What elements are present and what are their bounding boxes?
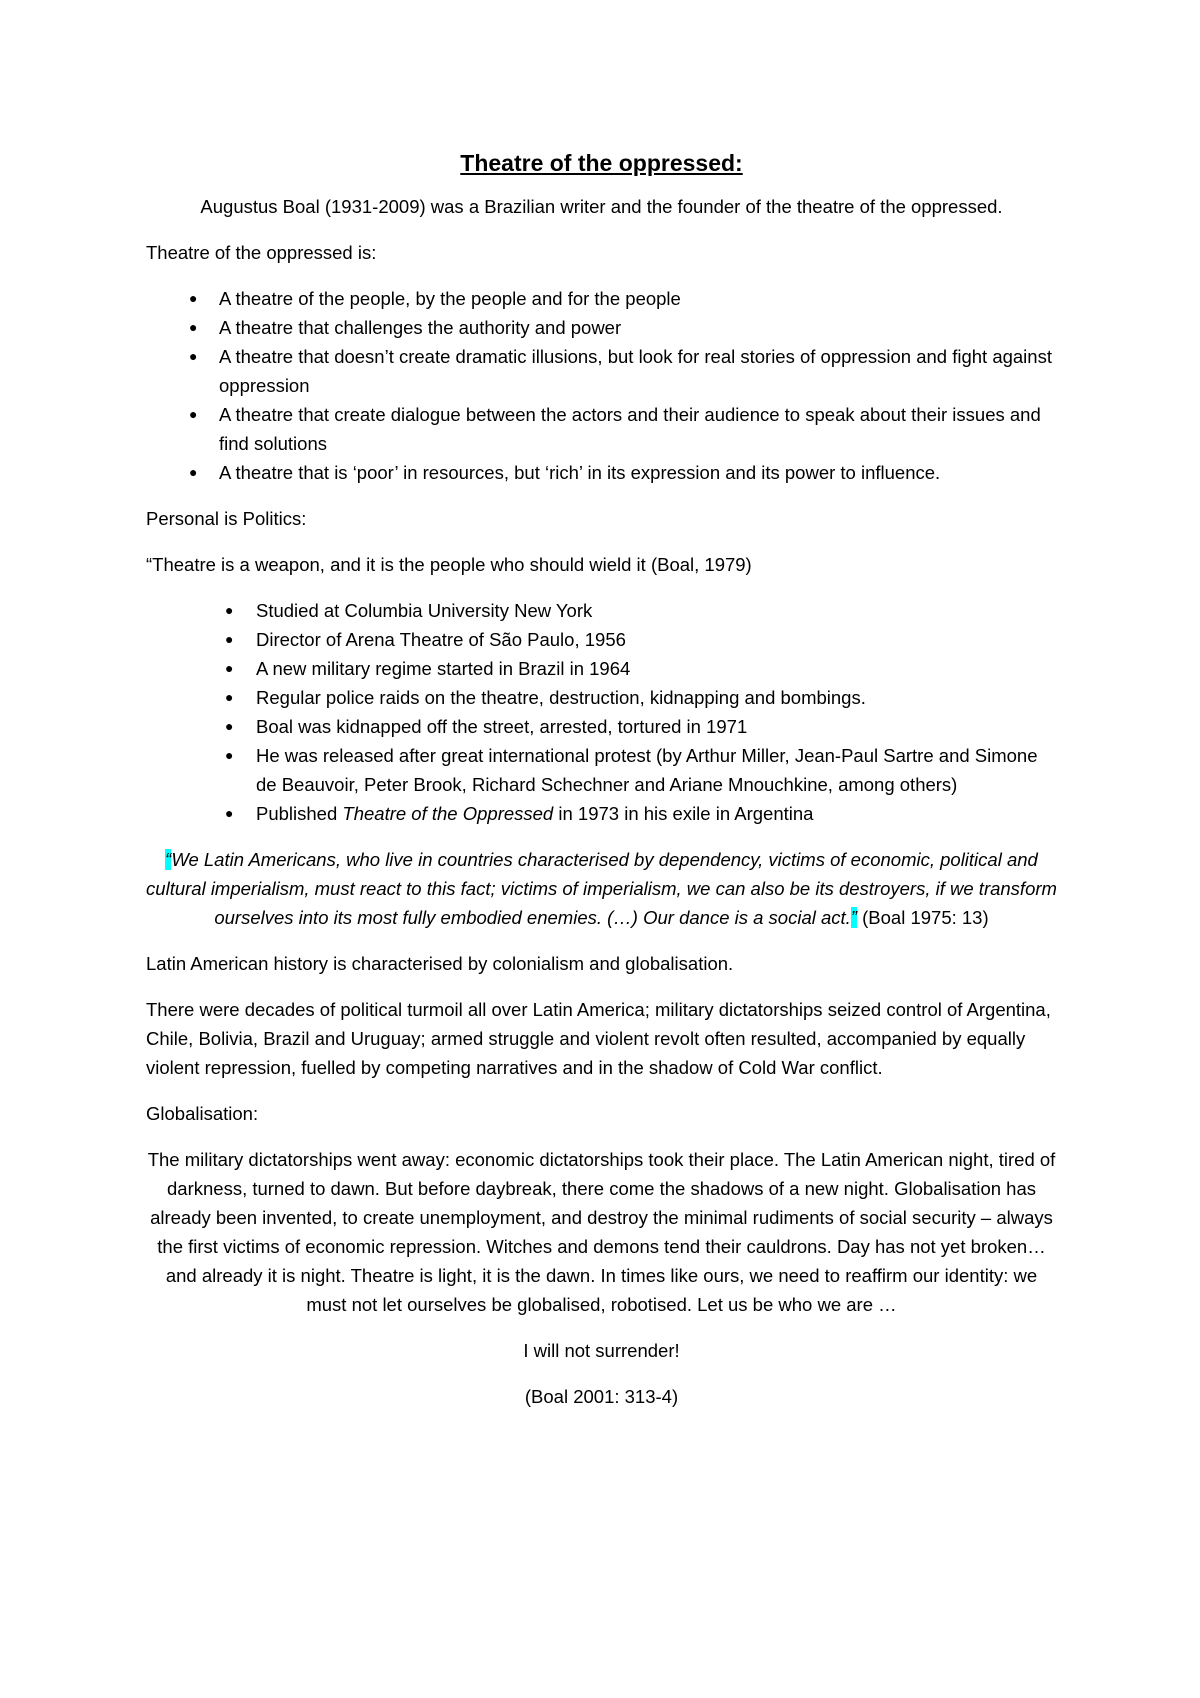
highlighted-close-quote: ” <box>850 907 857 928</box>
section-heading-globalisation: Globalisation: <box>146 1103 259 1124</box>
list-item: ● A theatre that is ‘poor’ in resources, but ‘rich’ in its expression and its power to influence. <box>146 458 1057 487</box>
list-item: ● A theatre that challenges the authority and power <box>146 313 1057 342</box>
bullet-icon: ● <box>189 464 198 480</box>
document-title: Theatre of the oppressed: <box>460 150 743 176</box>
list-item: ● A theatre that doesn’t create dramatic illusions, but look for real stories of oppression and fight against oppression <box>146 342 1057 400</box>
list-item: ● Regular police raids on the theatre, destruction, kidnapping and bombings. <box>146 683 1057 712</box>
bullet-icon: ● <box>225 689 234 705</box>
list-item: ● Studied at Columbia University New York <box>146 596 1057 625</box>
list-item: ● A theatre of the people, by the people and for the people <box>146 284 1057 313</box>
globalisation-quote: The military dictatorships went away: economic dictatorships took their place. The Latin American night, tired of darkness, turned to dawn. But before daybreak, there come the shadows of a new night. Globalisation has already been invented, to create unemployment, and destroy the minimal rudiments of social security – always the first victims of economic repression. Witches and demons tend their cauldrons. Day has not yet broken… and already it is night. Theatre is light, it is the dawn. In times like ours, we need to reaffirm our identity: we must not let ourselves be globalised, robotised. Let us be who we are … <box>147 1149 1056 1315</box>
bullet-icon: ● <box>225 631 234 647</box>
bullet-icon: ● <box>225 718 234 734</box>
latin-history-paragraph: Latin American history is characterised by colonialism and globalisation. <box>146 953 734 974</box>
intro-paragraph: Augustus Boal (1931-2009) was a Brazilian writer and the founder of the theatre of the oppressed. <box>200 196 1003 217</box>
quote-citation: (Boal 1975: 13) <box>856 907 989 928</box>
bullet-icon: ● <box>225 805 234 821</box>
list-item: ● A theatre that create dialogue between the actors and their audience to speak about their issues and find solutions <box>146 400 1057 458</box>
final-citation: (Boal 2001: 313-4) <box>524 1386 679 1407</box>
bullet-icon: ● <box>225 747 234 763</box>
section-heading-theatre-is: Theatre of the oppressed is: <box>146 242 377 263</box>
list-item: ● Boal was kidnapped off the street, arrested, tortured in 1971 <box>146 712 1057 741</box>
bullet-icon: ● <box>189 290 198 306</box>
weapon-quote: “Theatre is a weapon, and it is the people who should wield it (Boal, 1979) <box>146 554 752 575</box>
biography-list <box>146 596 1057 828</box>
latin-americans-quote: “We Latin Americans, who live in countries characterised by dependency, victims of economic, political and cultural imperialism, must react to this fact; victims of imperialism, we can also be its destroyers, if we transform ourselves into its most fully embodied enemies. (…) Our dance is a social act.” (Boal 1975: 13) <box>146 849 1057 928</box>
list-item: ● He was released after great international protest (by Arthur Miller, Jean-Paul Sartre and Simone de Beauvoir, Peter Brook, Richard Schechner and Ariane Mnouchkine, among others) <box>146 741 1057 799</box>
bullet-icon: ● <box>189 406 198 422</box>
bullet-icon: ● <box>189 348 198 364</box>
bullet-icon: ● <box>189 319 198 335</box>
book-title: Theatre of the Oppressed <box>342 803 554 824</box>
list-item: ● Published Theatre of the Oppressed in 1973 in his exile in Argentina <box>146 799 1057 828</box>
theatre-is-list <box>146 284 1057 487</box>
list-item: ● Director of Arena Theatre of São Paulo, 1956 <box>146 625 1057 654</box>
bullet-icon: ● <box>225 602 234 618</box>
turmoil-paragraph: There were decades of political turmoil all over Latin America; military dictatorships seized control of Argentina, Chile, Bolivia, Brazil and Uruguay; armed struggle and violent revolt often resulted, accompanied by equally violent repression, fuelled by competing narratives and in the shadow of Cold War conflict. <box>146 999 1051 1078</box>
surrender-line: I will not surrender! <box>523 1340 680 1361</box>
bullet-icon: ● <box>225 660 234 676</box>
list-item: ● A new military regime started in Brazil in 1964 <box>146 654 1057 683</box>
highlighted-open-quote: “ <box>165 849 172 870</box>
section-heading-personal-politics: Personal is Politics: <box>146 508 307 529</box>
